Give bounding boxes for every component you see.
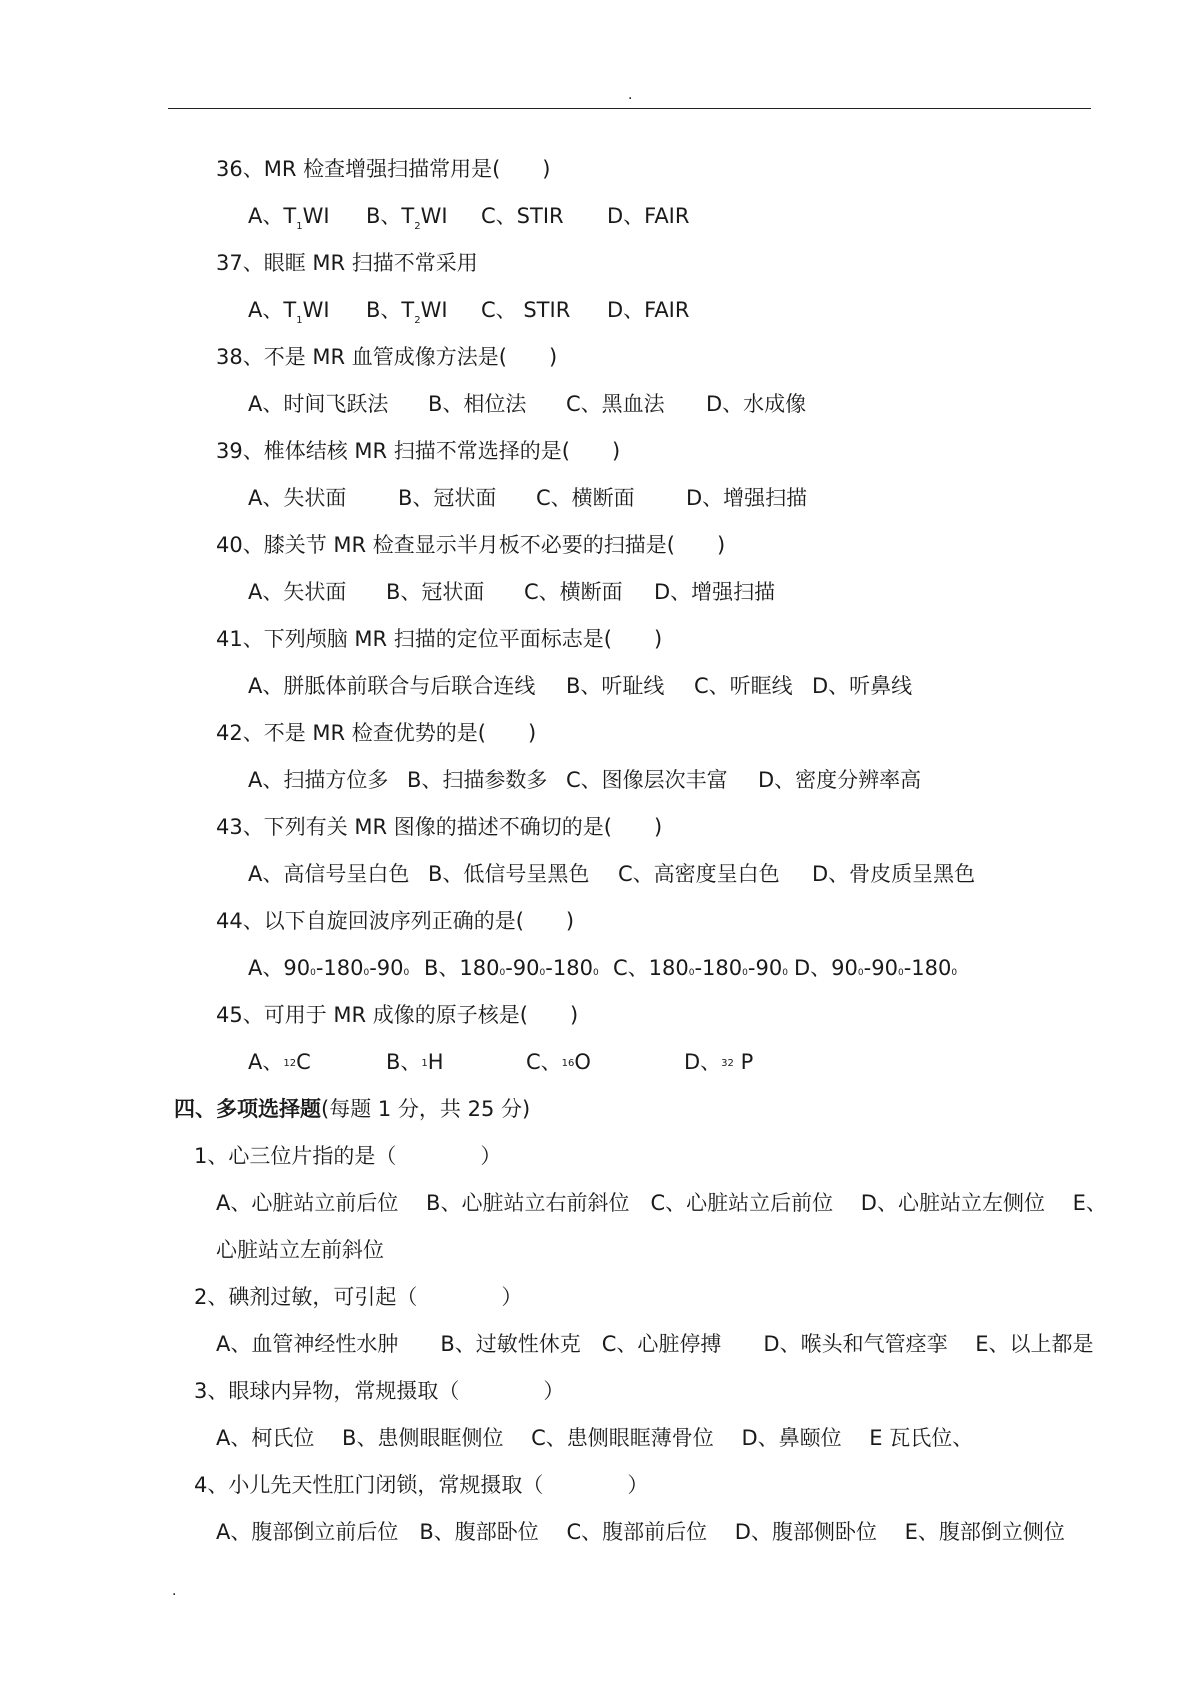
option-line: 心脏站立左前斜位 <box>216 1238 384 1262</box>
option-text: C、高密度呈白色 <box>618 862 780 886</box>
option-text: A、T <box>248 298 297 322</box>
option-text: WI <box>302 204 330 228</box>
degree-mark: 0 <box>688 968 695 978</box>
answer-option <box>684 1049 753 1075</box>
answer-option <box>248 955 409 981</box>
option-text: D、FAIR <box>607 204 690 228</box>
answer-option <box>694 673 793 699</box>
option-text: -90 <box>863 956 898 980</box>
option-text: B、T <box>366 204 415 228</box>
option-text: -180 <box>545 956 593 980</box>
degree-mark: 0 <box>539 968 546 978</box>
option-text: H <box>427 1050 444 1074</box>
option-text: A、胼胝体前联合与后联合连线 <box>248 674 536 698</box>
answer-option <box>481 297 570 323</box>
option-text: D、90 <box>794 956 858 980</box>
question-stem: 42、不是 MR 检查优势的是( ) <box>216 721 537 745</box>
question-stem: 2、碘剂过敏，可引起（ ） <box>194 1285 523 1309</box>
answer-option <box>248 861 409 887</box>
option-subscript: 1 <box>296 315 303 326</box>
answer-option <box>566 391 665 417</box>
option-text: B、冠状面 <box>386 580 485 604</box>
header-rule <box>168 108 1091 109</box>
option-subscript: 1 <box>296 221 303 232</box>
question-stem: 37、眼眶 MR 扫描不常采用 <box>216 251 478 275</box>
option-text: -180 <box>694 956 743 980</box>
option-text: C、横断面 <box>524 580 623 604</box>
question-stem: 38、不是 MR 血管成像方法是( ) <box>216 345 558 369</box>
option-text: A、时间飞跃法 <box>248 392 389 416</box>
option-text: A、扫描方位多 <box>248 768 389 792</box>
option-text: C、180 <box>613 956 689 980</box>
answer-option <box>607 203 689 229</box>
option-text: C、横断面 <box>536 486 635 510</box>
section-note: (每题 1 分，共 25 分) <box>321 1097 531 1121</box>
option-line: A、腹部倒立前后位 B、腹部卧位 C、腹部前后位 D、腹部侧卧位 E、腹部倒立侧位 <box>216 1520 1065 1544</box>
option-text: A、高信号呈白色 <box>248 862 410 886</box>
answer-option <box>536 485 635 511</box>
option-text: -180 <box>315 956 364 980</box>
option-text: C <box>296 1050 311 1074</box>
option-text: B、180 <box>424 956 500 980</box>
option-subscript: 2 <box>414 315 421 326</box>
degree-mark: 0 <box>742 968 748 978</box>
answer-option <box>407 767 547 793</box>
answer-option <box>794 955 957 981</box>
answer-option <box>248 673 535 699</box>
degree-mark: 0 <box>403 968 410 978</box>
option-text: B、听耻线 <box>566 674 665 698</box>
answer-option <box>386 1049 444 1075</box>
option-text: WI <box>302 298 330 322</box>
answer-option <box>386 579 484 605</box>
answer-option <box>812 673 912 699</box>
option-text: A、90 <box>248 956 311 980</box>
section-heading <box>174 1096 530 1122</box>
answer-option <box>618 861 780 887</box>
answer-option <box>366 203 448 232</box>
option-text: P <box>733 1050 754 1074</box>
answer-option <box>526 1049 591 1075</box>
answer-option <box>566 673 664 699</box>
degree-mark: 0 <box>499 968 506 978</box>
answer-option <box>428 391 526 417</box>
option-text: B、 <box>386 1050 422 1074</box>
answer-option <box>686 485 807 511</box>
option-text: D、密度分辨率高 <box>758 768 922 792</box>
answer-option <box>706 391 806 417</box>
answer-option <box>398 485 496 511</box>
option-text: B、低信号呈黑色 <box>428 862 590 886</box>
answer-option <box>566 767 728 793</box>
option-text: WI <box>420 204 448 228</box>
option-text: D、听鼻线 <box>812 674 913 698</box>
footer-mark: . <box>172 1583 177 1599</box>
answer-option <box>248 297 330 326</box>
answer-option <box>248 485 346 511</box>
option-text: C、STIR <box>481 204 564 228</box>
option-line: A、心脏站立前后位 B、心脏站立右前斜位 C、心脏站立后前位 D、心脏站立左侧位 E、 <box>216 1191 1107 1215</box>
option-text: A、T <box>248 204 297 228</box>
option-text: D、增强扫描 <box>654 580 776 604</box>
option-line: A、柯氏位 B、患侧眼眶侧位 C、患侧眼眶薄骨位 D、鼻颐位 E 瓦氏位、 <box>216 1426 974 1450</box>
question-stem: 44、以下自旋回波序列正确的是( ) <box>216 909 575 933</box>
option-text: C、黑血法 <box>566 392 665 416</box>
answer-option <box>607 297 689 323</box>
question-stem: 41、下列颅脑 MR 扫描的定位平面标志是( ) <box>216 627 663 651</box>
answer-option <box>758 767 921 793</box>
option-superscript: 12 <box>283 1058 297 1069</box>
question-stem: 43、下列有关 MR 图像的描述不确切的是( ) <box>216 815 663 839</box>
option-text: D、骨皮质呈黑色 <box>812 862 976 886</box>
option-text: B、相位法 <box>428 392 527 416</box>
option-text: O <box>574 1050 591 1074</box>
answer-option <box>428 861 589 887</box>
option-superscript: 1 <box>421 1058 428 1069</box>
question-stem: 39、椎体结核 MR 扫描不常选择的是( ) <box>216 439 621 463</box>
answer-option <box>248 767 388 793</box>
option-text: C、 STIR <box>481 298 571 322</box>
answer-option <box>424 955 599 981</box>
answer-option <box>481 203 564 229</box>
degree-mark: 0 <box>782 968 788 978</box>
option-text: -90 <box>505 956 540 980</box>
option-text: -90 <box>747 956 783 980</box>
degree-mark: 0 <box>592 968 599 978</box>
option-text: D、增强扫描 <box>686 486 808 510</box>
header-mark: . <box>628 87 633 103</box>
answer-option <box>248 579 346 605</box>
option-subscript: 2 <box>414 221 421 232</box>
option-text: C、 <box>526 1050 562 1074</box>
option-superscript: 16 <box>561 1058 575 1069</box>
option-text: D、水成像 <box>706 392 807 416</box>
question-stem: 4、小儿先天性肛门闭锁，常规摄取（ ） <box>194 1473 649 1497</box>
option-text: B、T <box>366 298 415 322</box>
option-text: -180 <box>903 956 952 980</box>
degree-mark: 0 <box>363 968 370 978</box>
degree-mark: 0 <box>951 968 958 978</box>
option-text: A、矢状面 <box>248 580 347 604</box>
answer-option <box>248 1049 311 1075</box>
option-text: WI <box>420 298 448 322</box>
answer-option <box>248 203 330 232</box>
question-stem: 1、心三位片指的是（ ） <box>194 1144 502 1168</box>
answer-option <box>613 955 788 981</box>
answer-option <box>654 579 775 605</box>
question-stem: 3、眼球内异物，常规摄取（ ） <box>194 1379 565 1403</box>
option-text: B、扫描参数多 <box>407 768 548 792</box>
answer-option <box>524 579 623 605</box>
question-stem: 45、可用于 MR 成像的原子核是( ) <box>216 1003 579 1027</box>
option-line: A、血管神经性水肿 B、过敏性休克 C、心脏停搏 D、喉头和气管痉挛 E、以上都是 <box>216 1332 1094 1356</box>
question-stem: 36、MR 检查增强扫描常用是( ) <box>216 157 551 181</box>
answer-option <box>812 861 975 887</box>
option-text: A、 <box>248 1050 284 1074</box>
option-text: C、听眶线 <box>694 674 793 698</box>
option-text: B、冠状面 <box>398 486 497 510</box>
option-text: D、 <box>684 1050 722 1074</box>
answer-option <box>248 391 388 417</box>
degree-mark: 0 <box>857 968 864 978</box>
option-superscript: 32 <box>721 1058 734 1069</box>
degree-mark: 0 <box>897 968 904 978</box>
option-text: -90 <box>369 956 404 980</box>
option-text: D、FAIR <box>607 298 690 322</box>
question-stem: 40、膝关节 MR 检查显示半月板不必要的扫描是( ) <box>216 533 726 557</box>
option-text: C、图像层次丰富 <box>566 768 728 792</box>
answer-option <box>366 297 448 326</box>
section-title: 四、多项选择题 <box>174 1097 321 1121</box>
degree-mark: 0 <box>310 968 316 978</box>
option-text: A、失状面 <box>248 486 347 510</box>
